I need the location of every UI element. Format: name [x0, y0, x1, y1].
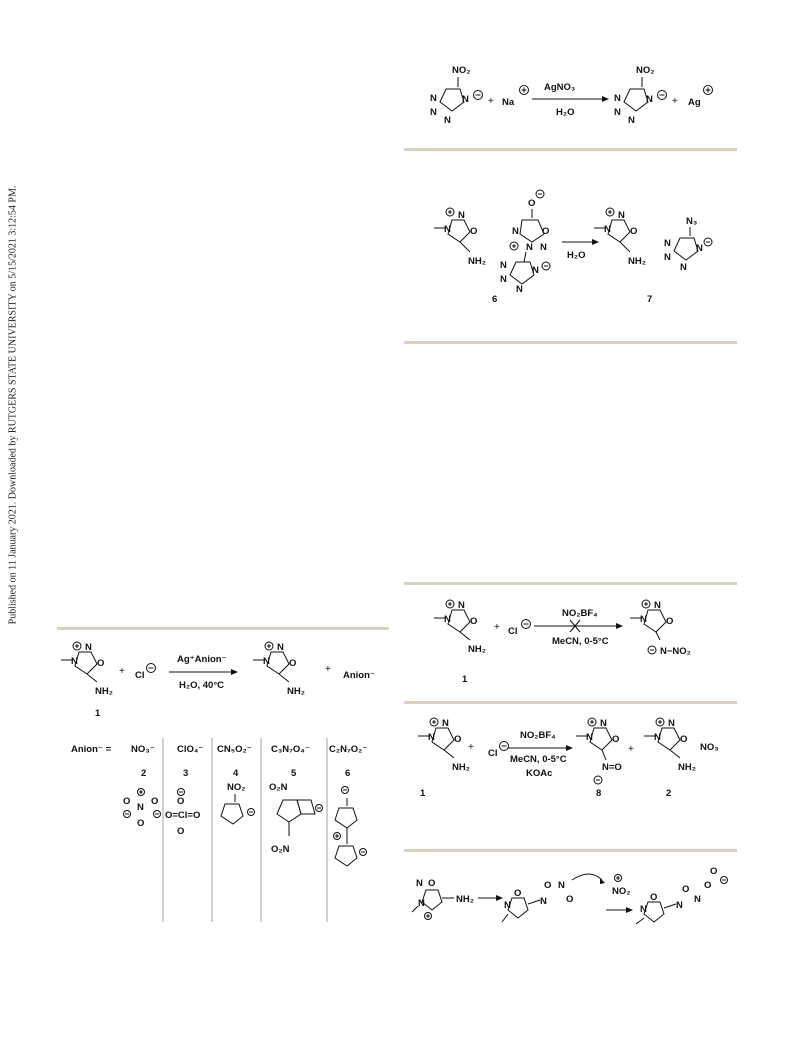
- ring-n: N: [664, 252, 671, 263]
- amine-label: NH₂: [95, 686, 113, 697]
- nitrate-o: O: [151, 796, 159, 807]
- ring-n2: N: [614, 107, 621, 118]
- ring-n: N: [458, 210, 465, 221]
- nitrate-o: O: [123, 796, 131, 807]
- plus-sign: +: [468, 742, 474, 753]
- divider: [404, 341, 737, 344]
- conditions-label: MeCN, 0-5°C: [552, 636, 609, 647]
- ring-n: N: [516, 284, 523, 295]
- ring-n: N: [512, 226, 519, 237]
- compound-label-6: 6: [492, 294, 498, 305]
- ring-n: N: [458, 600, 465, 611]
- divider: [404, 849, 737, 852]
- fused-nitro: O₂N: [269, 782, 288, 793]
- n-plus: N: [263, 656, 270, 667]
- ring-n: N: [540, 242, 547, 253]
- divider: [57, 627, 389, 630]
- ring-n: N: [600, 718, 607, 729]
- ring-n: N: [696, 243, 703, 254]
- ring-n: N: [442, 718, 449, 729]
- divider: [404, 148, 737, 151]
- anion-number-3: 3: [183, 768, 189, 779]
- nitrate-label: NO₃: [700, 742, 719, 753]
- compound-label-1: 1: [420, 788, 426, 799]
- ring-n: N: [618, 210, 625, 221]
- n-plus: N: [604, 224, 611, 235]
- reagent-label: NO₂BF₄: [562, 608, 598, 619]
- ring-o: O: [666, 616, 674, 627]
- chloride-label: Cl: [488, 748, 498, 759]
- scheme-e: [404, 866, 744, 936]
- plus-sign: +: [628, 744, 634, 755]
- ring-o: O: [612, 734, 620, 745]
- scheme-c: [404, 598, 744, 688]
- scheme-left-svg: [57, 640, 397, 930]
- scheme-d-svg: [404, 716, 744, 816]
- n-label: N: [558, 880, 565, 891]
- reagent-label: AgNO₃: [544, 82, 576, 93]
- plus-sign: +: [672, 96, 678, 107]
- ring-n4: N: [462, 94, 469, 105]
- ring-o: O: [454, 734, 462, 745]
- publication-sidebar: [6, 170, 20, 640]
- conditions-label: H₂O, 40°C: [179, 680, 224, 691]
- ring-n: N: [500, 260, 507, 271]
- amine-label: NH₂: [678, 762, 696, 773]
- nitrate-o: O: [137, 818, 145, 829]
- n-plus: N: [654, 732, 661, 743]
- o-label: O: [710, 866, 718, 877]
- ring-n: N: [664, 238, 671, 249]
- anion-formula-2: NO₃⁻: [131, 744, 155, 755]
- ring-o: O: [428, 878, 436, 889]
- amine-label: NH₂: [468, 644, 486, 655]
- anion-label: Anion⁻: [343, 670, 375, 681]
- plus-sign: +: [119, 666, 125, 677]
- reagent-label: NO₂BF₄: [520, 730, 556, 741]
- reagent-label: Ag⁺Anion⁻: [177, 654, 227, 665]
- n-label: N: [694, 894, 701, 905]
- silver-cation: Ag: [688, 97, 701, 108]
- scheme-a-svg: [404, 55, 744, 135]
- plus-sign: +: [494, 622, 500, 633]
- scheme-a: [404, 55, 744, 135]
- ring-n: N: [418, 898, 425, 909]
- nitramine-label: N−NO₂: [660, 646, 691, 657]
- sidebar-text: Published on 11 January 2021. Downloaded by RUTGERS STATE UNIVERSITY on 5/15/2021 3:12:54 PM.: [7, 185, 19, 625]
- nitronium-label: NO₂: [612, 886, 631, 897]
- oxide-o: O: [528, 198, 536, 209]
- amine-label: NH₂: [628, 256, 646, 267]
- ring-n2: N: [430, 107, 437, 118]
- anion-formula-4: CN₅O₂⁻: [217, 744, 252, 755]
- ring-n: N: [277, 642, 284, 653]
- ring-n: N: [85, 642, 92, 653]
- anion-formula-6: C₂N₇O₂⁻: [329, 744, 368, 755]
- n-plus: N: [428, 732, 435, 743]
- chloride-label: Cl: [135, 670, 145, 681]
- o-label: O: [566, 894, 574, 905]
- scheme-c-svg: [404, 598, 744, 688]
- ring-n: N: [654, 600, 661, 611]
- ring-o: O: [470, 616, 478, 627]
- link-n: N: [526, 242, 533, 253]
- ring-n: N: [640, 904, 647, 915]
- ring-n: N: [532, 265, 539, 276]
- n-plus: N: [640, 614, 647, 625]
- ring-n1: N: [430, 93, 437, 104]
- amine-label: NH₂: [456, 894, 474, 905]
- n-label: N: [540, 896, 547, 907]
- anion-number-5: 5: [291, 768, 297, 779]
- anion-number-4: 4: [233, 768, 239, 779]
- nitrate-n: N: [137, 802, 144, 813]
- ring-o: O: [542, 226, 550, 237]
- ring-n4: N: [646, 94, 653, 105]
- divider: [404, 701, 737, 704]
- azide-label: N₃: [686, 216, 698, 227]
- o-label: O: [704, 880, 712, 891]
- scheme-b: [404, 180, 744, 310]
- compound-label-1: 1: [95, 708, 101, 719]
- ring-o: O: [514, 888, 522, 899]
- ring-n: N: [416, 878, 423, 889]
- ring-o: O: [680, 734, 688, 745]
- ring-n3: N: [628, 115, 635, 126]
- amine-label: NH₂: [468, 256, 486, 267]
- amine-label: NH₂: [287, 686, 305, 697]
- n-plus: N: [444, 614, 451, 625]
- anion-number-6: 6: [345, 768, 351, 779]
- ring-o: O: [650, 892, 658, 903]
- compound-label-2: 2: [666, 788, 672, 799]
- ring-n1: N: [614, 93, 621, 104]
- divider: [404, 582, 737, 585]
- solvent-label: H₂O: [556, 107, 575, 118]
- ring-o: O: [97, 658, 105, 669]
- scheme-left: [57, 640, 397, 930]
- nitro-label: NO₂: [452, 65, 471, 76]
- anion-formula-5: C₃N₇O₄⁻: [271, 744, 310, 755]
- ring-n: N: [680, 262, 687, 273]
- ring-o: O: [630, 226, 638, 237]
- nitro-label: NO₂: [636, 65, 655, 76]
- scheme-d: [404, 716, 744, 816]
- anion-definition: Anion⁻ =: [71, 744, 112, 755]
- base-label: KOAc: [526, 768, 553, 779]
- anion-formula-3: ClO₄⁻: [177, 744, 204, 755]
- perchlorate-o: O: [177, 796, 185, 807]
- plus-sign: +: [488, 96, 494, 107]
- n-plus: N: [444, 224, 451, 235]
- chloride-label: Cl: [508, 626, 518, 637]
- n-plus: N: [586, 732, 593, 743]
- sodium-cation: Na: [502, 97, 515, 108]
- ring-n: N: [668, 718, 675, 729]
- scheme-b-svg: [404, 180, 744, 310]
- perchlorate-core: O=Cl=O: [165, 810, 201, 821]
- o-label: O: [544, 880, 552, 891]
- scheme-e-svg: [404, 866, 744, 936]
- compound-label-7: 7: [647, 294, 653, 305]
- ring-n: N: [500, 274, 507, 285]
- nitro-label: NO₂: [227, 782, 246, 793]
- plus-sign: +: [325, 664, 331, 675]
- anion-number-2: 2: [141, 768, 147, 779]
- n-plus: N: [71, 656, 78, 667]
- o-label: O: [682, 884, 690, 895]
- perchlorate-o: O: [177, 826, 185, 837]
- compound-label-1: 1: [462, 674, 468, 685]
- compound-label-8: 8: [596, 788, 602, 799]
- nitroso-label: N=O: [602, 762, 622, 773]
- ring-o: O: [470, 226, 478, 237]
- solvent-label: H₂O: [567, 250, 586, 261]
- fused-nitro: O₂N: [271, 844, 290, 855]
- conditions-label: MeCN, 0-5°C: [510, 754, 567, 765]
- ring-o: O: [289, 658, 297, 669]
- ring-n3: N: [444, 115, 451, 126]
- ring-n: N: [504, 900, 511, 911]
- n-label: N: [676, 900, 683, 911]
- amine-label: NH₂: [452, 762, 470, 773]
